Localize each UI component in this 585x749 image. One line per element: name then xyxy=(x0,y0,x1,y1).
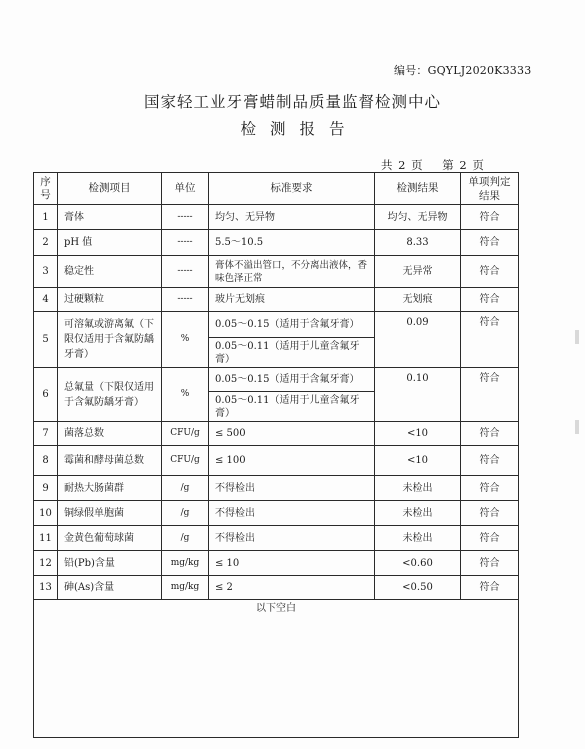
row-standard: ≤ 2 xyxy=(209,576,375,600)
row-item: 铜绿假单胞菌 xyxy=(58,501,162,526)
row-result: <10 xyxy=(375,422,461,446)
row-item: 稳定性 xyxy=(58,256,162,288)
row-result: 未检出 xyxy=(375,501,461,526)
row-standard-secondary: 0.05～0.11（适用于儿童含氟牙膏） xyxy=(209,338,375,368)
row-result: 未检出 xyxy=(375,476,461,501)
header-item: 检测项目 xyxy=(58,173,162,205)
row-unit: ----- xyxy=(162,256,209,288)
row-standard: 不得检出 xyxy=(209,526,375,551)
row-no: 9 xyxy=(34,476,58,501)
row-standard-secondary: 0.05～0.11（适用于儿童含氟牙膏） xyxy=(209,392,375,422)
row-no: 5 xyxy=(34,312,58,368)
organization-title: 国家轻工业牙膏蜡制品质量监督检测中心 xyxy=(143,93,441,111)
table-row xyxy=(34,476,519,501)
row-verdict: 符合 xyxy=(461,526,519,551)
table-row xyxy=(34,576,519,600)
row-unit: ----- xyxy=(162,205,209,230)
table-row xyxy=(34,526,519,551)
row-standard: 0.05～0.15（适用于含氟牙膏） xyxy=(209,312,375,338)
row-standard: 均匀、无异物 xyxy=(209,205,375,230)
row-result: <0.50 xyxy=(375,576,461,600)
table-row xyxy=(34,205,519,230)
row-verdict: 符合 xyxy=(461,230,519,256)
row-standard: ≤ 10 xyxy=(209,551,375,576)
row-no: 12 xyxy=(34,551,58,576)
table-header-row xyxy=(34,173,519,205)
row-item: 总氟量（下限仅适用于含氟防龋牙膏） xyxy=(58,368,162,422)
row-verdict: 符合 xyxy=(461,422,519,446)
report-title: 检测报告 xyxy=(240,120,359,138)
table-row xyxy=(34,501,519,526)
row-item: 过硬颗粒 xyxy=(58,288,162,312)
row-item: pH 值 xyxy=(58,230,162,256)
row-item: 膏体 xyxy=(58,205,162,230)
margin-shadow xyxy=(575,420,579,434)
row-no: 4 xyxy=(34,288,58,312)
row-item: 菌落总数 xyxy=(58,422,162,446)
table-row xyxy=(34,256,519,288)
blank-note-row xyxy=(34,600,519,738)
row-no: 8 xyxy=(34,446,58,476)
report-number: 编号：GQYLJ2020K3333 xyxy=(394,64,532,77)
header-unit: 单位 xyxy=(162,173,209,205)
row-result: 未检出 xyxy=(375,526,461,551)
table-row xyxy=(34,422,519,446)
row-no: 13 xyxy=(34,576,58,600)
row-verdict: 符合 xyxy=(461,312,519,368)
row-unit: mg/kg xyxy=(162,576,209,600)
row-result: 均匀、无异物 xyxy=(375,205,461,230)
row-unit: % xyxy=(162,368,209,422)
row-result: 无划痕 xyxy=(375,288,461,312)
row-item: 砷(As)含量 xyxy=(58,576,162,600)
row-standard: ≤ 500 xyxy=(209,422,375,446)
row-result: <10 xyxy=(375,446,461,476)
row-standard: 膏体不溢出管口，不分离出液体，香味色泽正常 xyxy=(209,256,375,288)
margin-shadow xyxy=(575,330,579,344)
page-count: 共 2 页 第 2 页 xyxy=(381,158,485,172)
row-unit: mg/kg xyxy=(162,551,209,576)
row-unit: /g xyxy=(162,476,209,501)
row-item: 铅(Pb)含量 xyxy=(58,551,162,576)
row-standard: ≤ 100 xyxy=(209,446,375,476)
row-unit: % xyxy=(162,312,209,368)
row-verdict: 符合 xyxy=(461,551,519,576)
row-verdict: 符合 xyxy=(461,256,519,288)
row-no: 2 xyxy=(34,230,58,256)
row-standard: 不得检出 xyxy=(209,501,375,526)
row-no: 1 xyxy=(34,205,58,230)
row-verdict: 符合 xyxy=(461,576,519,600)
row-verdict: 符合 xyxy=(461,205,519,230)
row-no: 11 xyxy=(34,526,58,551)
row-item: 霉菌和酵母菌总数 xyxy=(58,446,162,476)
table-row xyxy=(34,551,519,576)
table-row xyxy=(34,288,519,312)
blank-note: 以下空白 xyxy=(34,600,519,738)
row-verdict: 符合 xyxy=(461,368,519,422)
header-result: 检测结果 xyxy=(375,173,461,205)
row-standard: 5.5～10.5 xyxy=(209,230,375,256)
row-unit: ----- xyxy=(162,230,209,256)
row-result: 无异常 xyxy=(375,256,461,288)
row-verdict: 符合 xyxy=(461,476,519,501)
row-unit: ----- xyxy=(162,288,209,312)
row-verdict: 符合 xyxy=(461,446,519,476)
row-item: 耐热大肠菌群 xyxy=(58,476,162,501)
row-no: 3 xyxy=(34,256,58,288)
test-results-table xyxy=(33,172,519,738)
row-result: 0.10 xyxy=(375,368,461,422)
table-row xyxy=(34,230,519,256)
header-verdict: 单项判定结果 xyxy=(461,173,519,205)
row-result: <0.60 xyxy=(375,551,461,576)
row-verdict: 符合 xyxy=(461,501,519,526)
row-item: 金黄色葡萄球菌 xyxy=(58,526,162,551)
table-row xyxy=(34,368,519,392)
row-result: 0.09 xyxy=(375,312,461,368)
row-result: 8.33 xyxy=(375,230,461,256)
table-row xyxy=(34,312,519,338)
table-row xyxy=(34,446,519,476)
row-unit: CFU/g xyxy=(162,422,209,446)
row-unit: CFU/g xyxy=(162,446,209,476)
row-unit: /g xyxy=(162,526,209,551)
row-standard: 不得检出 xyxy=(209,476,375,501)
row-no: 10 xyxy=(34,501,58,526)
row-standard: 0.05～0.15（适用于含氟牙膏） xyxy=(209,368,375,392)
row-no: 7 xyxy=(34,422,58,446)
row-no: 6 xyxy=(34,368,58,422)
row-standard: 玻片无划痕 xyxy=(209,288,375,312)
row-item: 可溶氟或游离氟（下限仅适用于含氟防龋牙膏） xyxy=(58,312,162,368)
row-verdict: 符合 xyxy=(461,288,519,312)
row-unit: /g xyxy=(162,501,209,526)
header-no: 序号 xyxy=(34,173,58,205)
header-standard: 标准要求 xyxy=(209,173,375,205)
